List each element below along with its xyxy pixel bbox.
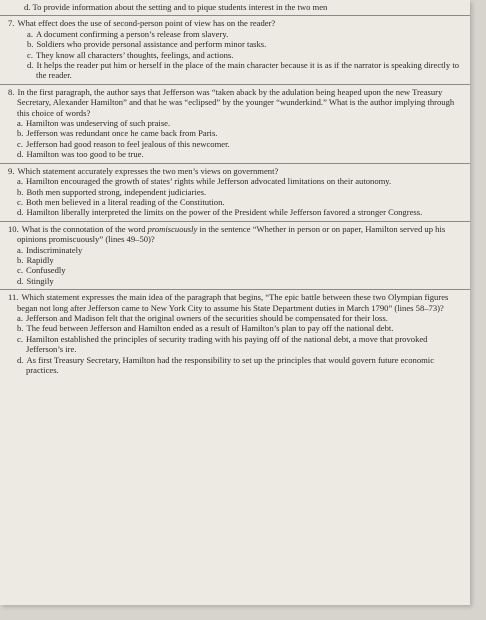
option-b[interactable]: b. Both men supported strong, independent judiciaries. xyxy=(17,186,207,197)
question-stem: In the first paragraph, the author says that Jefferson was “taken aback by the adulation being heaped upon the new Treasury Secretary, Alexander Hamilton” and that he was “eclipsed” by the younger “wunderkind.” What is the author implying through this choice of words? xyxy=(17,86,455,118)
question-11 xyxy=(0,290,470,378)
option-c[interactable]: c. Confusedly xyxy=(17,265,66,276)
option-d[interactable]: d. Hamilton was too good to be true. xyxy=(17,149,144,160)
option-list xyxy=(8,29,460,81)
option-a[interactable]: a. Jefferson and Madison felt that the original owners of the securities should be compensated for their loss. xyxy=(17,312,388,323)
question-stem: Which statement expresses the main idea of the paragraph that begins, “The epic battle between these two Olympian figures began not long after Jefferson came to New York City to assume his State Department duties in March 1790” (lines 58–73)? xyxy=(17,292,449,313)
question-stem-post: in the sentence “Whether in person or on paper, Hamilton served up his opinions promiscuously” (lines 49–50)? xyxy=(17,223,446,245)
option-text: To provide information about the setting and to pique students interest in the two men xyxy=(32,2,328,12)
question-stem: Which statement accurately expresses the two men’s views on government? xyxy=(17,165,279,176)
option-c[interactable]: c. Both men believed in a literal reading of the Constitution. xyxy=(17,196,225,207)
question-number: 11. xyxy=(8,292,19,303)
question-number: 9. xyxy=(8,165,15,176)
question-stem-term: promiscuously xyxy=(147,223,198,234)
question-8 xyxy=(0,85,470,164)
option-list xyxy=(8,245,460,287)
question-stem-pre: What is the connotation of the word xyxy=(21,223,148,234)
option-c[interactable]: c. They know all characters’ thoughts, feelings, and actions. xyxy=(27,49,234,60)
question-10 xyxy=(0,222,470,290)
option-a[interactable]: a. Hamilton was undeserving of such praise. xyxy=(17,118,171,129)
option-d[interactable]: d. As first Treasury Secretary, Hamilton had the responsibility to set up the principles that would govern future economic practices. xyxy=(17,354,435,375)
option-b[interactable]: b. Jefferson was redundant once he came back from Paris. xyxy=(17,128,218,139)
question-number: 8. xyxy=(8,86,15,97)
option-list xyxy=(8,176,460,218)
question-6-option-d xyxy=(0,0,470,16)
question-number: 7. xyxy=(8,18,15,29)
option-d[interactable]: d. Stingily xyxy=(17,275,54,286)
option-list xyxy=(8,118,460,160)
option-c[interactable]: c. Hamilton established the principles of security trading with his paying off of the national debt, a move that provoked Jefferson’s ire. xyxy=(17,333,428,355)
option-list xyxy=(8,313,460,375)
option-d[interactable]: d. It helps the reader put him or herself in the place of the main character because it is as if the narrator is speaking directly to the reader. xyxy=(27,60,460,81)
question-number: 10. xyxy=(8,223,19,234)
option-a[interactable]: a. A document confirming a person’s release from slavery. xyxy=(27,28,229,39)
option-b[interactable]: b. Soldiers who provide personal assistance and perform minor tasks. xyxy=(27,39,267,50)
option-b[interactable]: b. The feud between Jefferson and Hamilton ended as a result of Hamilton’s plan to pay off the national debt. xyxy=(17,323,394,334)
question-9 xyxy=(0,164,470,222)
option-a[interactable]: a. Hamilton encouraged the growth of states’ rights while Jefferson advocated limitations on their autonomy. xyxy=(17,176,392,187)
option-d[interactable]: d. Hamilton liberally interpreted the limits on the power of the President while Jefferson favored a stronger Congress. xyxy=(17,207,423,218)
question-stem: What effect does the use of second-person point of view has on the reader? xyxy=(17,18,276,29)
option-a[interactable]: a. Indiscriminately xyxy=(17,244,83,255)
option-letter: d. xyxy=(24,2,31,12)
question-7 xyxy=(0,16,470,84)
option-b[interactable]: b. Rapidly xyxy=(17,254,54,265)
option-c[interactable]: c. Jefferson had good reason to feel jealous of this newcomer. xyxy=(17,138,230,149)
